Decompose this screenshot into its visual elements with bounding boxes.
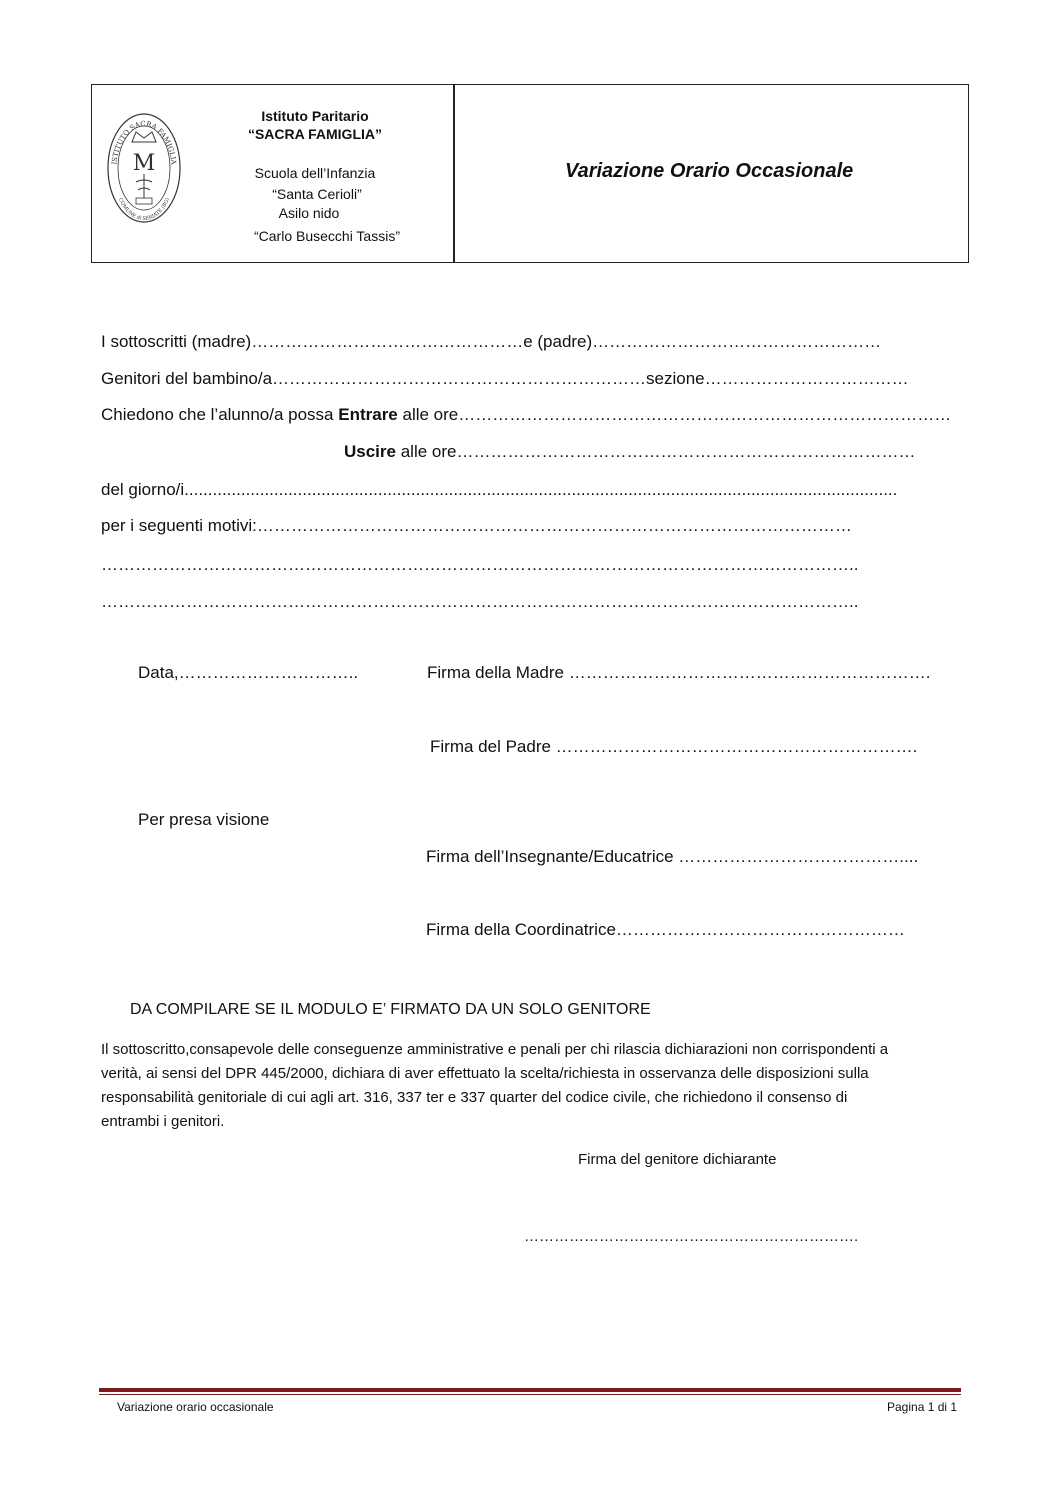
svg-text:COMUNE di SERIATE (BG): COMUNE di SERIATE (BG)	[116, 197, 172, 223]
svg-text:M: M	[132, 151, 156, 176]
page-title: Variazione Orario Occasionale	[565, 160, 854, 182]
entry-time-line[interactable]	[101, 405, 951, 425]
declaration-line-4: entrambi i genitori.	[101, 1113, 225, 1130]
parents-line[interactable]: I sottoscritti (madre)…………………………………………e (padre)……………………………………………	[101, 332, 882, 351]
declarant-signature-field[interactable]: ………………………………………………………….	[524, 1228, 859, 1245]
entry-suffix: alle ore……………………………………………………………………………	[397, 405, 952, 424]
header-divider	[453, 84, 455, 263]
svg-text:ISTITUTO SACRA FAMIGLIA: ISTITUTO SACRA FAMIGLIA	[110, 119, 178, 166]
single-parent-heading: DA COMPILARE SE IL MODULO E’ FIRMATO DA UN SOLO GENITORE	[130, 1001, 651, 1018]
institute-name-2: “SACRA FAMIGLIA”	[247, 126, 383, 142]
reasons-line[interactable]: per i seguenti motivi:……………………………………………………………………………………………	[101, 516, 852, 535]
exit-time-line[interactable]	[344, 442, 915, 462]
institute-seal-logo	[106, 112, 182, 224]
teacher-signature-field[interactable]: Firma dell’Insegnante/Educatrice …………………………………....	[426, 847, 919, 866]
coordinator-signature-field[interactable]: Firma della Coordinatrice……………………………………………	[426, 920, 905, 939]
father-signature-field[interactable]: Firma del Padre ……………………………………………………….	[430, 737, 918, 756]
entry-prefix: Chiedono che l’alunno/a possa	[101, 405, 339, 424]
declaration-line-1: Il sottoscritto,consapevole delle conseguenze amministrative e penali per chi rilascia dichiarazioni non corrispondenti a	[101, 1041, 889, 1058]
declarant-signature-label: Firma del genitore dichiarante	[578, 1151, 777, 1168]
declaration-line-2: verità, ai sensi del DPR 445/2000, dichiara di aver effettuato la scelta/richiesta in osservanza delle disposizioni sulla	[101, 1065, 869, 1082]
date-field[interactable]: Data,…………………………..	[138, 663, 359, 682]
school-line-2: “Santa Cerioli”	[272, 186, 362, 202]
school-line-1: Scuola dell’Infanzia	[254, 165, 376, 181]
seen-label: Per presa visione	[138, 810, 270, 829]
footer-doc-title: Variazione orario occasionale	[117, 1400, 274, 1414]
footer-rule	[99, 1388, 961, 1392]
school-line-3: Asilo nido	[278, 205, 340, 221]
entry-bold: Entrare	[338, 405, 398, 424]
declaration-line-3: responsabilità genitoriale di cui agli art. 316, 337 ter e 337 quarter del codice civile, che richiedono il consenso di	[101, 1089, 848, 1106]
mother-signature-field[interactable]: Firma della Madre ……………………………………………………….	[427, 663, 931, 682]
institute-name: Istituto Paritario	[261, 108, 369, 124]
school-line-4: “Carlo Busecchi Tassis”	[253, 228, 400, 244]
exit-suffix: alle ore………………………………………………………………………	[395, 442, 916, 461]
child-line[interactable]: Genitori del bambino/a…………………………………………………………sezione………………………………	[101, 369, 909, 388]
exit-bold: Uscire	[344, 442, 396, 461]
day-line[interactable]: del giorno/i.......................................................................................................................................................	[101, 480, 898, 499]
reasons-blank-line-1[interactable]: ……………………………………………………………………………………………………………………..	[101, 555, 859, 574]
reasons-blank-line-2[interactable]: ……………………………………………………………………………………………………………………..	[101, 592, 859, 611]
footer-page-number: Pagina 1 di 1	[887, 1400, 958, 1414]
footer-rule-thin	[99, 1394, 961, 1395]
